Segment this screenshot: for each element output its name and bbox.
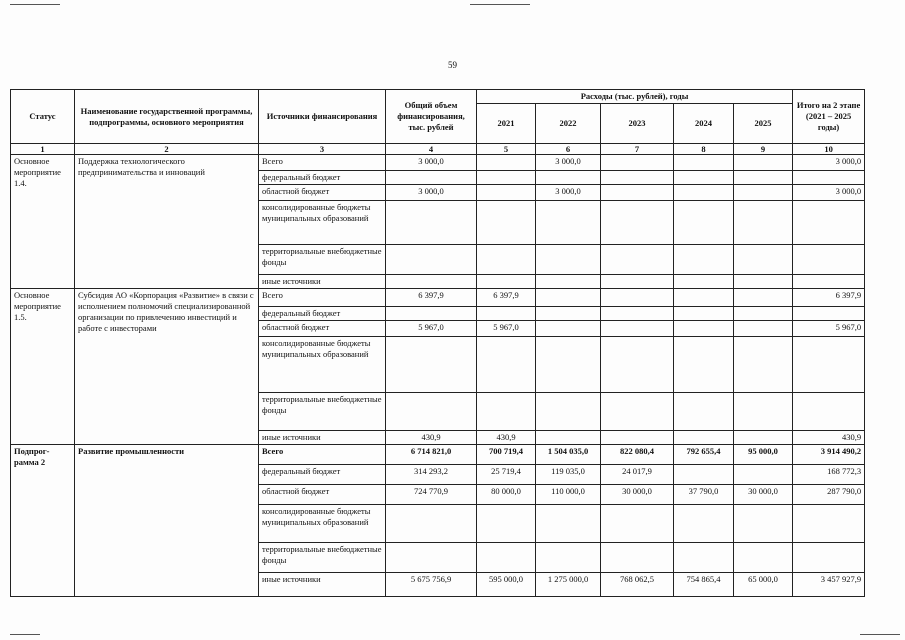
- cell-stage: [793, 337, 865, 393]
- cell-y2022: [536, 245, 601, 275]
- cell-stage: [793, 307, 865, 321]
- cell-y2022: [536, 307, 601, 321]
- cell-y2023: [601, 307, 674, 321]
- cell-total: [386, 201, 477, 245]
- cell-y2023: [601, 289, 674, 307]
- cell-y2022: [536, 321, 601, 337]
- col-number: 1: [11, 144, 75, 155]
- cell-total: [386, 245, 477, 275]
- cell-y2024: [674, 543, 734, 573]
- cell-y2024: [674, 337, 734, 393]
- row-name: Субсидия АО «Корпорация «Развитие» в связи с исполнением полномочий специализированной организации по привлечению инвестиций и работе с инвесторами: [75, 289, 259, 445]
- header-stage-total: Итого на 2 этапе (2021 – 2025 годы): [793, 90, 865, 144]
- cell-y2024: [674, 275, 734, 289]
- cell-total: 5 675 756,9: [386, 573, 477, 597]
- cell-y2025: [734, 505, 793, 543]
- cell-y2025: [734, 393, 793, 431]
- cell-y2021: [477, 307, 536, 321]
- cell-y2023: [601, 337, 674, 393]
- cell-y2021: [477, 171, 536, 185]
- cell-y2021: [477, 337, 536, 393]
- header-year: 2023: [601, 104, 674, 144]
- header-expenses: Расходы (тыс. рублей), годы: [477, 90, 793, 104]
- cell-y2023: [601, 275, 674, 289]
- cell-y2021: [477, 245, 536, 275]
- cell-y2022: [536, 275, 601, 289]
- cell-y2025: [734, 185, 793, 201]
- cell-y2021: [477, 393, 536, 431]
- row-source: федеральный бюджет: [259, 465, 386, 485]
- cell-y2022: 1 504 035,0: [536, 445, 601, 465]
- cell-y2024: 792 655,4: [674, 445, 734, 465]
- cell-y2024: 37 790,0: [674, 485, 734, 505]
- cell-stage: [793, 505, 865, 543]
- cell-y2022: 3 000,0: [536, 155, 601, 171]
- row-source: федеральный бюджет: [259, 171, 386, 185]
- page-number: 59: [448, 60, 457, 70]
- row-source: Всего: [259, 155, 386, 171]
- cell-y2023: [601, 393, 674, 431]
- cell-y2025: 65 000,0: [734, 573, 793, 597]
- cell-y2023: [601, 321, 674, 337]
- cell-y2025: [734, 321, 793, 337]
- table-row: [11, 155, 865, 171]
- col-number: 4: [386, 144, 477, 155]
- cell-y2021: [477, 185, 536, 201]
- header-status: Статус: [11, 90, 75, 144]
- cell-y2025: [734, 337, 793, 393]
- cell-y2021: [477, 275, 536, 289]
- row-source: консолидированные бюджеты муниципальных образований: [259, 337, 386, 393]
- cell-y2025: [734, 245, 793, 275]
- col-number: 8: [674, 144, 734, 155]
- cell-y2021: 5 967,0: [477, 321, 536, 337]
- cell-y2025: [734, 275, 793, 289]
- row-source: областной бюджет: [259, 485, 386, 505]
- cell-y2023: 30 000,0: [601, 485, 674, 505]
- cell-y2021: 6 397,9: [477, 289, 536, 307]
- cell-y2022: [536, 431, 601, 445]
- cell-y2023: [601, 431, 674, 445]
- row-status: Основное мероприятие 1.5.: [11, 289, 75, 445]
- cell-stage: 168 772,3: [793, 465, 865, 485]
- cell-y2025: 30 000,0: [734, 485, 793, 505]
- cell-total: 3 000,0: [386, 155, 477, 171]
- cell-total: 3 000,0: [386, 185, 477, 201]
- cell-stage: 3 000,0: [793, 185, 865, 201]
- cell-y2024: [674, 465, 734, 485]
- cell-y2024: [674, 393, 734, 431]
- cell-stage: 3 457 927,9: [793, 573, 865, 597]
- header-sources: Источники финансирования: [259, 90, 386, 144]
- header-year: 2024: [674, 104, 734, 144]
- cell-y2021: [477, 505, 536, 543]
- cell-y2025: [734, 171, 793, 185]
- col-number: 5: [477, 144, 536, 155]
- header-year: 2021: [477, 104, 536, 144]
- table-row: [11, 445, 865, 465]
- cell-y2024: [674, 307, 734, 321]
- cell-stage: 3 914 490,2: [793, 445, 865, 465]
- col-number: 9: [734, 144, 793, 155]
- row-source: территориальные внебюджетные фонды: [259, 543, 386, 573]
- cell-y2021: 430,9: [477, 431, 536, 445]
- cell-stage: 6 397,9: [793, 289, 865, 307]
- cell-y2024: [674, 171, 734, 185]
- cell-y2021: [477, 543, 536, 573]
- cell-y2022: [536, 337, 601, 393]
- col-number: 3: [259, 144, 386, 155]
- cell-total: [386, 275, 477, 289]
- row-status: Основное мероприятие 1.4.: [11, 155, 75, 289]
- cell-total: [386, 505, 477, 543]
- cell-total: 6 397,9: [386, 289, 477, 307]
- cell-y2024: [674, 505, 734, 543]
- cell-y2022: [536, 201, 601, 245]
- cell-y2022: [536, 171, 601, 185]
- row-source: областной бюджет: [259, 321, 386, 337]
- row-source: территориальные внебюджетные фонды: [259, 393, 386, 431]
- cell-y2025: [734, 201, 793, 245]
- cell-y2021: 595 000,0: [477, 573, 536, 597]
- cell-y2025: 95 000,0: [734, 445, 793, 465]
- cell-y2023: [601, 245, 674, 275]
- cell-stage: [793, 201, 865, 245]
- cell-y2024: [674, 155, 734, 171]
- header-total: Общий объем финансирования, тыс. рублей: [386, 90, 477, 144]
- cell-y2021: [477, 155, 536, 171]
- cell-stage: [793, 275, 865, 289]
- cell-y2025: [734, 307, 793, 321]
- cell-y2022: 1 275 000,0: [536, 573, 601, 597]
- cell-stage: [793, 543, 865, 573]
- financing-table: [10, 89, 865, 597]
- col-number: 10: [793, 144, 865, 155]
- cell-y2023: [601, 543, 674, 573]
- cell-y2023: [601, 505, 674, 543]
- cell-stage: [793, 171, 865, 185]
- cell-stage: 3 000,0: [793, 155, 865, 171]
- cell-total: [386, 393, 477, 431]
- cell-y2023: 822 080,4: [601, 445, 674, 465]
- cell-total: 430,9: [386, 431, 477, 445]
- cell-y2024: 754 865,4: [674, 573, 734, 597]
- row-source: областной бюджет: [259, 185, 386, 201]
- cell-y2022: [536, 543, 601, 573]
- cell-y2024: [674, 431, 734, 445]
- cell-y2025: [734, 431, 793, 445]
- header-year: 2025: [734, 104, 793, 144]
- cell-y2021: 25 719,4: [477, 465, 536, 485]
- cell-y2024: [674, 185, 734, 201]
- cell-y2025: [734, 289, 793, 307]
- row-status: Подпрог-рамма 2: [11, 445, 75, 597]
- cell-y2025: [734, 155, 793, 171]
- cell-total: 5 967,0: [386, 321, 477, 337]
- row-source: Всего: [259, 289, 386, 307]
- cell-stage: 287 790,0: [793, 485, 865, 505]
- cell-stage: 5 967,0: [793, 321, 865, 337]
- cell-y2021: [477, 201, 536, 245]
- row-source: Всего: [259, 445, 386, 465]
- row-source: консолидированные бюджеты муниципальных образований: [259, 201, 386, 245]
- cell-y2022: [536, 505, 601, 543]
- cell-total: 314 293,2: [386, 465, 477, 485]
- cell-y2025: [734, 543, 793, 573]
- cell-total: [386, 337, 477, 393]
- cell-y2022: [536, 289, 601, 307]
- cell-total: [386, 307, 477, 321]
- cell-stage: [793, 393, 865, 431]
- cell-y2024: [674, 321, 734, 337]
- cell-y2021: 700 719,4: [477, 445, 536, 465]
- header-name: Наименование государственной программы, подпрограммы, основного мероприятия: [75, 90, 259, 144]
- cell-y2022: [536, 393, 601, 431]
- cell-y2022: 110 000,0: [536, 485, 601, 505]
- row-source: федеральный бюджет: [259, 307, 386, 321]
- cell-total: 724 770,9: [386, 485, 477, 505]
- cell-y2022: 119 035,0: [536, 465, 601, 485]
- row-source: консолидированные бюджеты муниципальных образований: [259, 505, 386, 543]
- cell-y2023: [601, 185, 674, 201]
- row-source: иные источники: [259, 275, 386, 289]
- cell-y2024: [674, 201, 734, 245]
- col-number: 6: [536, 144, 601, 155]
- cell-y2025: [734, 465, 793, 485]
- row-source: иные источники: [259, 431, 386, 445]
- cell-y2024: [674, 289, 734, 307]
- col-number: 7: [601, 144, 674, 155]
- row-source: иные источники: [259, 573, 386, 597]
- cell-total: [386, 543, 477, 573]
- header-year: 2022: [536, 104, 601, 144]
- cell-y2023: 768 062,5: [601, 573, 674, 597]
- table-body: [11, 155, 865, 597]
- cell-y2021: 80 000,0: [477, 485, 536, 505]
- table-row: [11, 289, 865, 307]
- cell-y2024: [674, 245, 734, 275]
- row-source: территориальные внебюджетные фонды: [259, 245, 386, 275]
- row-name: Поддержка технологического предпринимательства и инноваций: [75, 155, 259, 289]
- cell-y2023: [601, 155, 674, 171]
- cell-y2023: [601, 201, 674, 245]
- cell-total: [386, 171, 477, 185]
- cell-total: 6 714 821,0: [386, 445, 477, 465]
- row-name: Развитие промышленности: [75, 445, 259, 597]
- cell-stage: [793, 245, 865, 275]
- col-number: 2: [75, 144, 259, 155]
- cell-y2023: [601, 171, 674, 185]
- cell-stage: 430,9: [793, 431, 865, 445]
- cell-y2023: 24 017,9: [601, 465, 674, 485]
- cell-y2022: 3 000,0: [536, 185, 601, 201]
